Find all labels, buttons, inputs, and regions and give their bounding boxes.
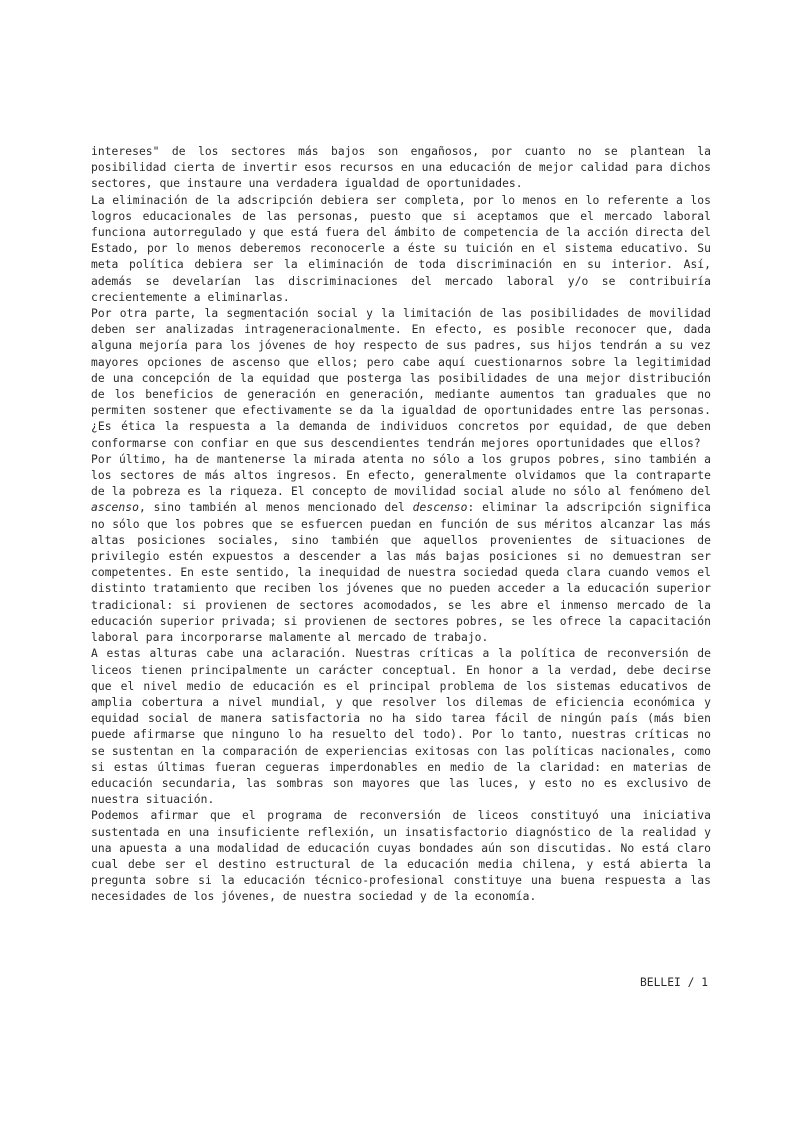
paragraph-5: A estas alturas cabe una aclaración. Nuestras críticas a la política de reconversión de liceos tienen principalmente un carácter conceptual. En honor a la verdad, debe decirse que el nivel medio de educación es el principal problema de los sistemas educativos de amplia cobertura a nivel mundial, y que resolver los dilemas de eficiencia económica y equidad social de manera satisfactoria no ha sido tarea fácil de ningún país (más bien puede afirmarse que ninguno lo ha resuelto del todo). Por lo tanto, nuestras críticas no se sustentan en la comparación de experiencias exitosas con las políticas nacionales, como si estas últimas fueran cegueras imperdonables en medio de la claridad: en materias de educación secundaria, las sombras son mayores que las luces, y esto no es exclusivo de nuestra situación. — [91, 647, 711, 807]
paragraph-4: Por último, ha de mantenerse la mirada atenta no sólo a los grupos pobres, sino también a los sectores de más altos ingresos. En efecto, generalmente olvidamos que la contraparte de la pobreza es la riqueza. El concepto de movilidad social alude no sólo al fenómeno del ascenso, sino también al menos mencionado del descenso: eliminar la adscripción significa no sólo que los pobres que se esfuercen puedan en función de sus méritos alcanzar las más altas posiciones sociales, sino también que aquellos provenientes de situaciones de privilegio estén expuestos a descender a las más bajas posiciones si no demuestran ser competentes. En este sentido, la inequidad de nuestra sociedad queda clara cuando vemos el distinto tratamiento que reciben los jóvenes que no pueden acceder a la educación superior tradicional: si provienen de sectores acomodados, se les abre el inmenso mercado de la educación superior privada; si provienen de sectores pobres, se les ofrece la capacitación laboral para incorporarse malamente al mercado de trabajo. — [91, 452, 711, 645]
term-ascenso: ascenso — [91, 501, 139, 515]
paragraph-6: Podemos afirmar que el programa de reconversión de liceos constituyó una iniciativa sustentada en una insuficiente reflexión, un insatisfactorio diagnóstico de la realidad y una apuesta a una modalidad de educación cuyas bondades aún son discutidas. No está claro cual debe ser el destino estructural de la educación media chilena, y está abierta la pregunta sobre si la educación técnico-profesional constituye una buena respuesta a las necesidades de los jóvenes, de nuestra sociedad y de la economía. — [91, 809, 711, 904]
paragraph-2: La eliminación de la adscripción debiera ser completa, por lo menos en lo referente a los logros educacionales de las personas, puesto que si aceptamos que el mercado laboral funciona autorregulado y que está fuera del ámbito de competencia de la acción directa del Estado, por lo menos deberemos reconocerle a éste su tuición en el sistema educativo. Su meta política debiera ser la eliminación de toda discriminación en su interior. Así, además se develarían las discriminaciones del mercado laboral y/o se contribuiría crecientemente a eliminarlas. — [91, 193, 711, 304]
page-footer: BELLEI / 1 — [639, 976, 708, 989]
term-descenso: descenso — [412, 501, 468, 515]
paragraph-3: Por otra parte, la segmentación social y la limitación de las posibilidades de movilidad deben ser analizadas intrageneracionalmente. En efecto, es posible reconocer que, dada alguna mejoría para los jóvenes de hoy respecto de sus padres, sus hijos tendrán a su vez mayores opciones de ascenso que ellos; pero cabe aquí cuestionarnos sobre la legitimidad de una concepción de la equidad que posterga las posibilidades de una mejor distribución de los beneficios de generación en generación, mediante aumentos tan graduales que no permiten sostener que efectivamente se da la igualdad de oportunidades entre las personas. ¿Es ética la respuesta a la demanda de individuos concretos por equidad, de que deben conformarse con confiar en que sus descendientes tendrán mejores oportunidades que ellos? — [91, 307, 711, 450]
body-text — [91, 144, 711, 906]
paragraph-1: intereses" de los sectores más bajos son engañosos, por cuanto no se plantean la posibilidad cierta de invertir esos recursos en una educación de mejor calidad para dichos sectores, que instaure una verdadera igualdad de oportunidades. — [91, 145, 711, 191]
